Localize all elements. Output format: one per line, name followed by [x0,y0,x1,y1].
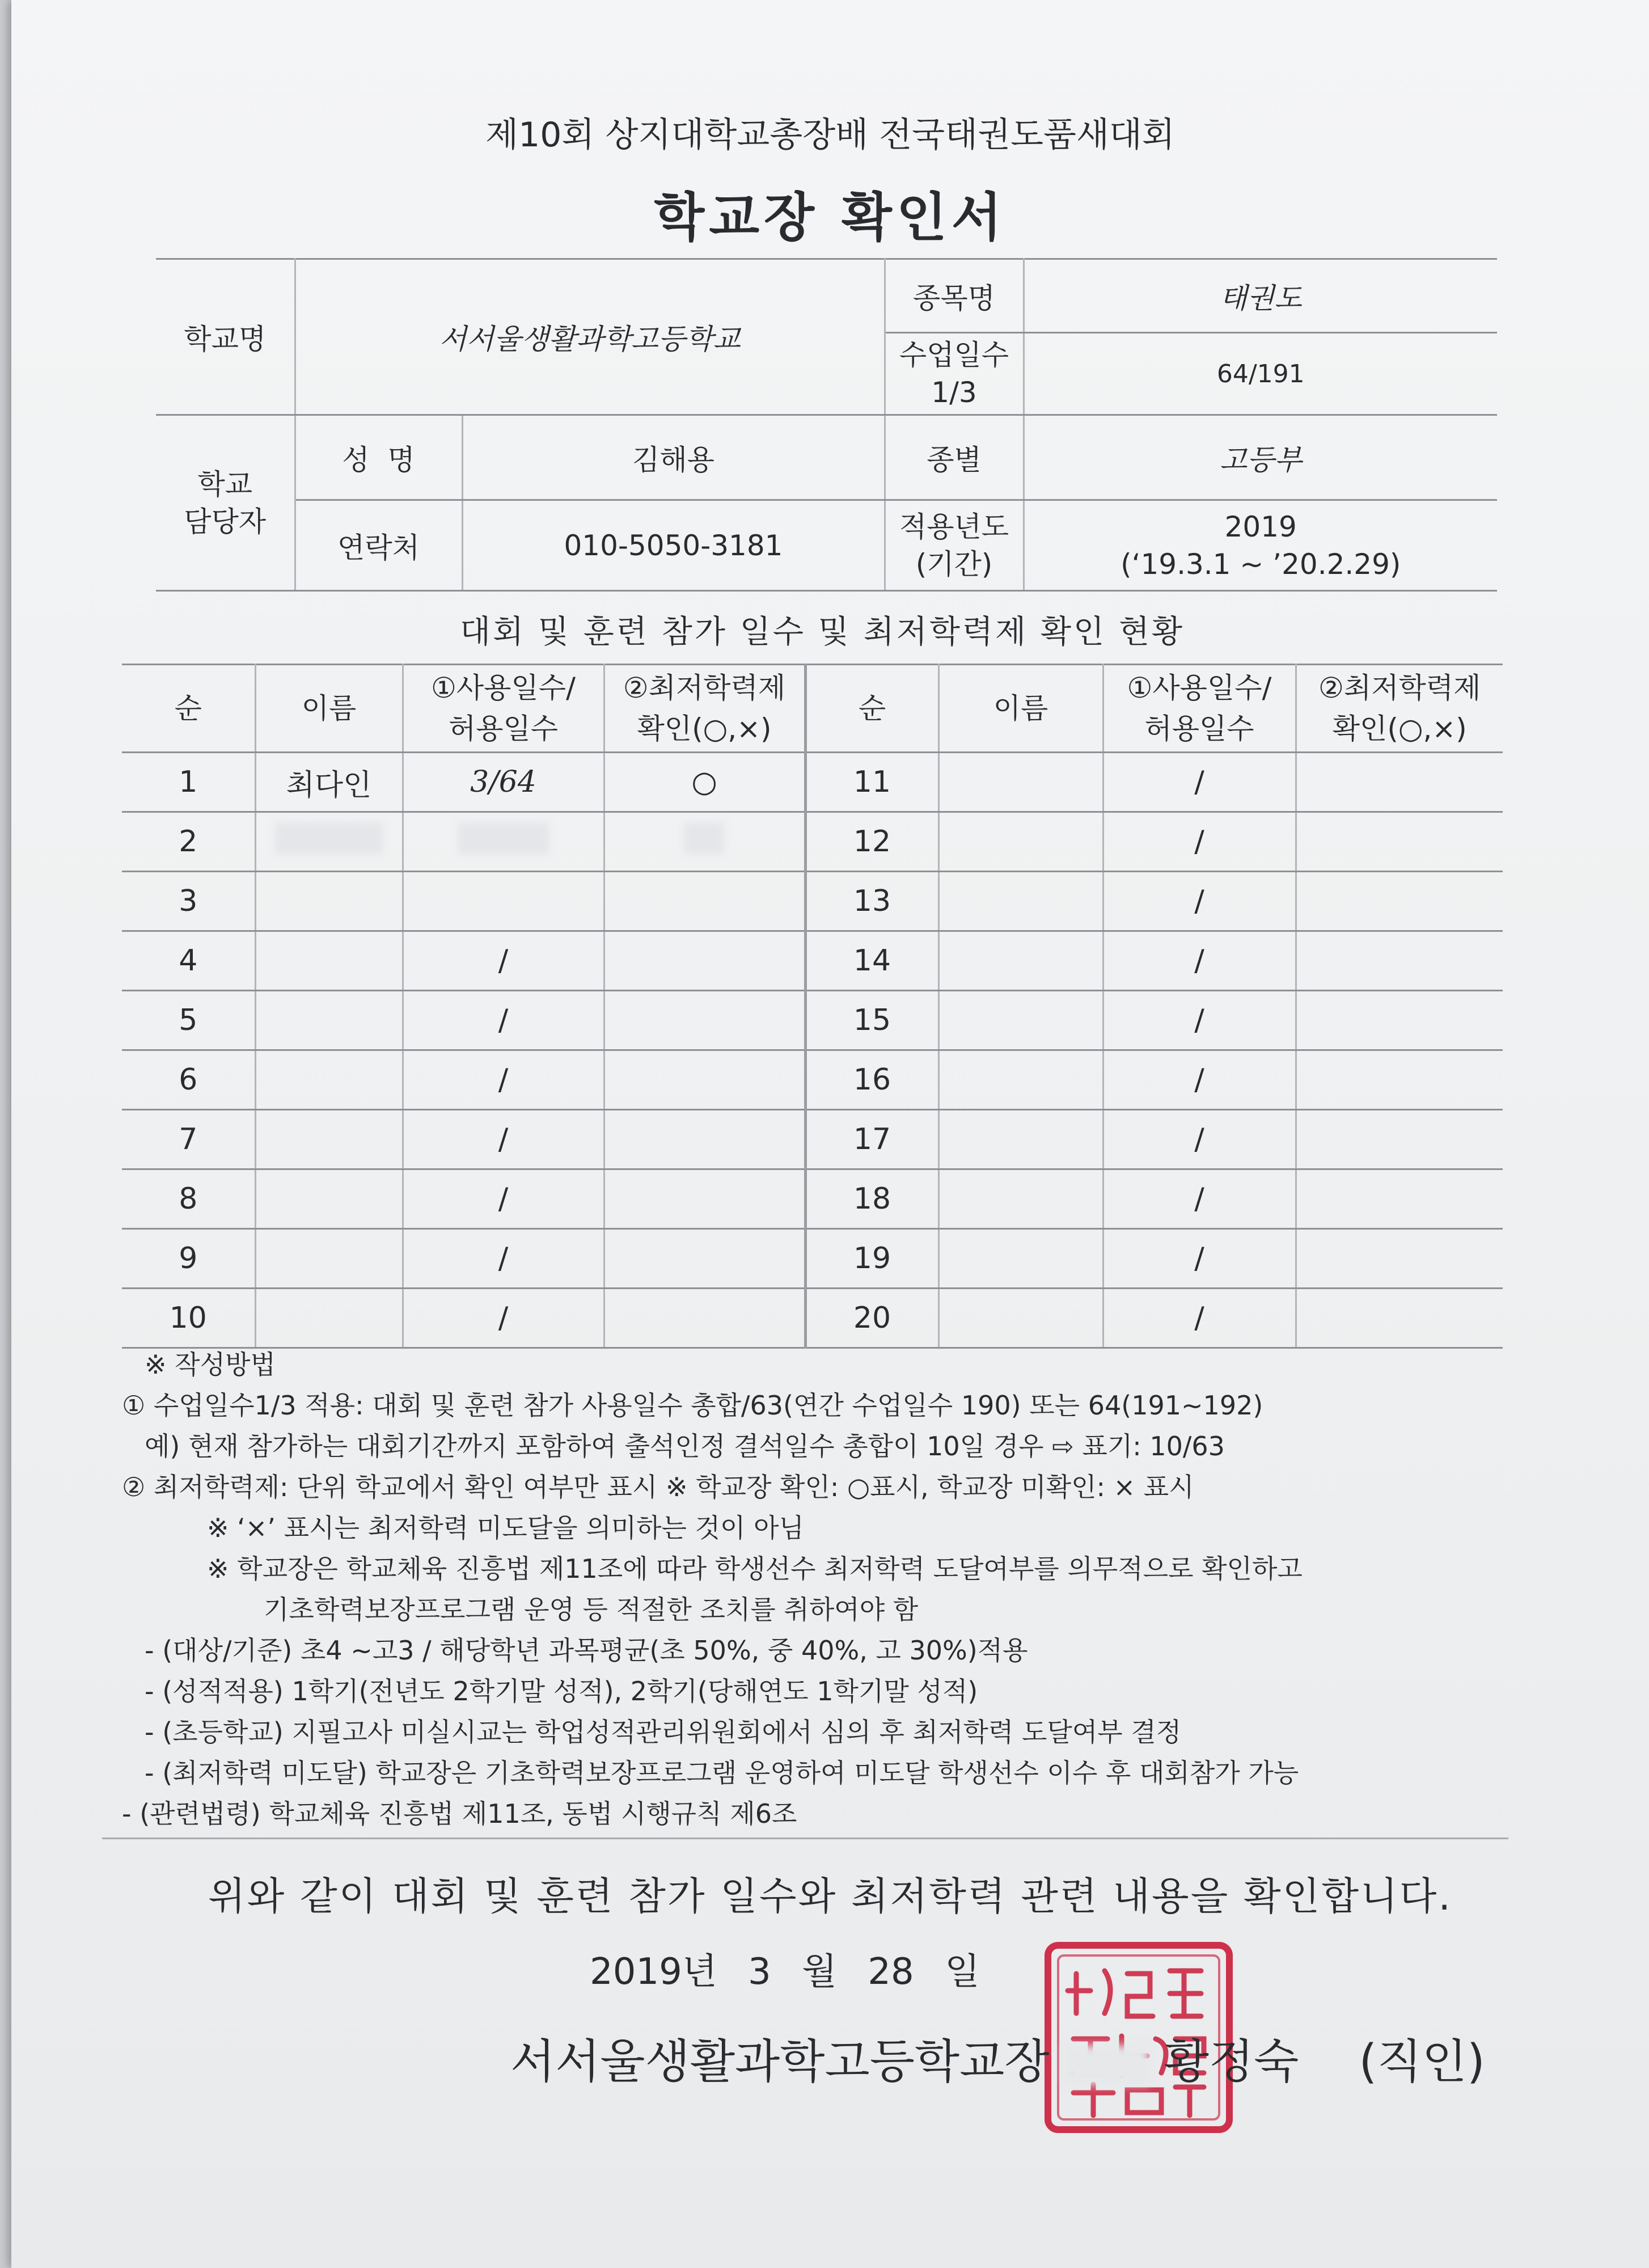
row-name [938,812,1103,872]
date-month: 월 [802,1951,837,1993]
year-label [885,500,1024,591]
roster-table [122,664,1503,1349]
row-days [403,872,604,931]
signature-line [510,2025,1485,2091]
note-line: - (초등학교) 지필고사 미실시교는 학업성적관리위원회에서 심의 후 최저학력 도달여부 결정 [145,1717,1182,1747]
row-check: ○ [604,753,805,812]
row-name [938,753,1103,812]
row-days: / [403,991,604,1050]
row-days: / [403,1229,604,1289]
row-days-redacted [403,812,604,872]
row-check [1296,872,1503,931]
table-row [122,931,1503,991]
row-days: / [1103,931,1296,991]
row-no: 19 [805,1229,938,1289]
row-name [938,1229,1103,1289]
year-label-line1: 적용년도 [899,510,1009,543]
row-days: / [1103,1110,1296,1169]
document-title: 학교장 확인서 [654,187,1007,248]
row-name [255,1169,403,1229]
row-check [604,1289,805,1348]
row-days: / [1103,872,1296,931]
table-row [122,1289,1503,1348]
section-title: 대회 및 훈련 참가 일수 및 최저학력제 확인 현황 [459,614,1185,651]
row-check [1296,1229,1503,1289]
col-acad-header-2-line1: ②최저학력제 [1318,671,1481,704]
table-row [122,872,1503,931]
row-days: / [403,1110,604,1169]
class-days-label-line1: 수업일수 [899,339,1009,371]
note-line: ※ 학교장은 학교체육 진흥법 제11조에 따라 학생선수 최저학력 도달여부를 의무적으로 확인하고 [207,1553,1303,1584]
roster-header-row [122,665,1503,753]
row-no: 18 [805,1169,938,1229]
instructions-heading: ※ 작성방법 [145,1349,276,1380]
col-acad-header-2 [1296,665,1503,753]
row-no: 7 [122,1110,255,1169]
row-name [938,1169,1103,1229]
row-name [255,872,403,931]
class-days-label-line2: 1/3 [931,376,977,409]
row-name [255,1110,403,1169]
col-days-header-2 [1103,665,1296,753]
row-no: 1 [122,753,255,812]
row-days: / [1103,1289,1296,1348]
date-day: 일 [945,1951,980,1993]
contact-label: 연락처 [295,500,462,591]
document-page [11,0,1649,2268]
row-check [1296,1289,1503,1348]
row-check [604,872,805,931]
row-days: / [1103,812,1296,872]
row-name [938,1050,1103,1110]
col-acad-header-line1: ②최저학력제 [623,671,786,704]
table-row [122,753,1503,812]
row-no: 14 [805,931,938,991]
row-days: / [1103,1050,1296,1110]
redaction-mark [458,822,549,854]
row-no: 16 [805,1050,938,1110]
table-row [122,1229,1503,1289]
redaction-mark [684,822,724,854]
class-days-label [885,333,1024,415]
table-row [122,991,1503,1050]
name-value: 김해용 [462,415,885,500]
note-line: - (최저학력 미도달) 학교장은 기초학력보장프로그램 운영하여 미도달 학생선수 이수 후 대회참가 가능 [145,1758,1299,1788]
col-acad-header-line2: 확인(○,×) [637,712,772,745]
row-no: 5 [122,991,255,1050]
col-days-header-line1: ①사용일수/ [431,671,576,704]
period-value-line: (‘19.3.1 ~ ’20.2.29) [1121,547,1401,581]
row-no: 3 [122,872,255,931]
note-line: - (성적적용) 1학기(전년도 2학기말 성적), 2학기(당해연도 1학기말 성적) [145,1676,978,1707]
row-name [255,1229,403,1289]
year-label-line2: (기간) [915,547,993,581]
row-no: 12 [805,812,938,872]
row-name [938,872,1103,931]
row-days: / [403,931,604,991]
row-no: 9 [122,1229,255,1289]
row-no: 2 [122,812,255,872]
table-row [122,812,1503,872]
table-row [122,1169,1503,1229]
row-days: / [1103,991,1296,1050]
date-year: 2019년 [590,1951,717,1993]
row-name [938,1289,1103,1348]
row-days: / [1103,753,1296,812]
row-no: 20 [805,1289,938,1348]
row-check-redacted [604,812,805,872]
row-check [1296,1050,1503,1110]
row-check [604,1169,805,1229]
school-value: 서서울생활과학고등학교 [295,259,885,415]
class-days-value: 64/191 [1024,333,1497,415]
note-line: ※ ‘×’ 표시는 최저학력 미도달을 의미하는 것이 아님 [207,1513,804,1543]
row-name [255,1050,403,1110]
year-value [1024,500,1497,591]
note-line: 예) 현재 참가하는 대회기간까지 포함하여 출석인정 결석일수 총합이 10일 경우 ⇨ 표기: 10/63 [145,1431,1225,1462]
col-days-header-line2: 허용일수 [448,712,559,745]
row-days: 3/64 [403,753,604,812]
table-row [122,1110,1503,1169]
row-check [604,1229,805,1289]
col-name-header: 이름 [255,665,403,753]
row-name [938,991,1103,1050]
row-no: 6 [122,1050,255,1110]
name-label: 성 명 [295,415,462,500]
confirmation-text: 위와 같이 대회 및 훈련 참가 일수와 최저학력 관련 내용을 확인합니다. [208,1874,1453,1919]
row-check [604,991,805,1050]
col-acad-header [604,665,805,753]
manager-label [156,415,295,591]
signature-name: 황정숙 [1164,2035,1299,2089]
row-check [604,1110,805,1169]
row-check [604,1050,805,1110]
row-check [1296,931,1503,991]
row-no: 10 [122,1289,255,1348]
col-acad-header-2-line2: 확인(○,×) [1332,712,1467,745]
col-name-header-2: 이름 [938,665,1103,753]
row-check [604,931,805,991]
row-name [255,991,403,1050]
date-day-num: 28 [868,1951,914,1993]
note-line: - (대상/기준) 초4 ~고3 / 해당학년 과목평균(초 50%, 중 40%, 고 30%)적용 [145,1635,1028,1666]
row-no: 8 [122,1169,255,1229]
divider [102,1838,1508,1839]
note-line: - (관련법령) 학교체육 진흥법 제11조, 동법 시행규칙 제6조 [122,1798,797,1829]
row-name [938,931,1103,991]
row-name [255,931,403,991]
row-check [1296,1110,1503,1169]
row-check [1296,991,1503,1050]
row-days: / [1103,1169,1296,1229]
event-title: 제10회 상지대학교총장배 전국태권도품새대회 [485,115,1175,155]
row-days: / [403,1169,604,1229]
school-label: 학교명 [156,259,295,415]
row-no: 4 [122,931,255,991]
division-value: 고등부 [1024,415,1497,500]
row-name [255,1289,403,1348]
signature-school: 서서울생활과학고등학교장 [510,2035,1050,2089]
row-days: / [403,1289,604,1348]
col-no-header-2: 순 [805,665,938,753]
row-check [1296,812,1503,872]
redaction-mark [275,822,383,854]
note-line: ② 최저학력제: 단위 학교에서 확인 여부만 표시 ※ 학교장 확인: ○표시, 학교장 미확인: × 표시 [122,1472,1194,1502]
row-days: / [1103,1229,1296,1289]
contact-value: 010-5050-3181 [462,500,885,591]
instructions-block [122,1344,1511,1834]
signature-seal-note: (직인) [1359,2035,1485,2089]
manager-label-line1: 학교 [197,467,253,501]
redaction-mark [1064,2045,1149,2085]
row-no: 15 [805,991,938,1050]
date-month-num: 3 [748,1951,771,1993]
col-no-header: 순 [122,665,255,753]
row-no: 13 [805,872,938,931]
row-days: / [403,1050,604,1110]
row-no: 17 [805,1110,938,1169]
year-value-line: 2019 [1224,510,1297,543]
issue-date [590,1942,999,1995]
division-label: 종별 [885,415,1024,500]
row-name: 최다인 [255,753,403,812]
manager-label-line2: 담당자 [184,505,267,538]
sport-label: 종목명 [885,259,1024,333]
col-days-header-2-line1: ①사용일수/ [1127,671,1272,704]
table-row [122,1050,1503,1110]
row-check [1296,1169,1503,1229]
row-name-redacted [255,812,403,872]
row-no: 11 [805,753,938,812]
info-table [156,258,1497,592]
col-days-header [403,665,604,753]
row-check [1296,753,1503,812]
sport-value: 태권도 [1024,259,1497,333]
note-line: ① 수업일수1/3 적용: 대회 및 훈련 참가 사용일수 총합/63(연간 수업일수 190) 또는 64(191~192) [122,1390,1263,1421]
row-name [938,1110,1103,1169]
col-days-header-2-line2: 허용일수 [1144,712,1254,745]
note-line: 기초학력보장프로그램 운영 등 적절한 조치를 취하여야 함 [264,1594,919,1625]
